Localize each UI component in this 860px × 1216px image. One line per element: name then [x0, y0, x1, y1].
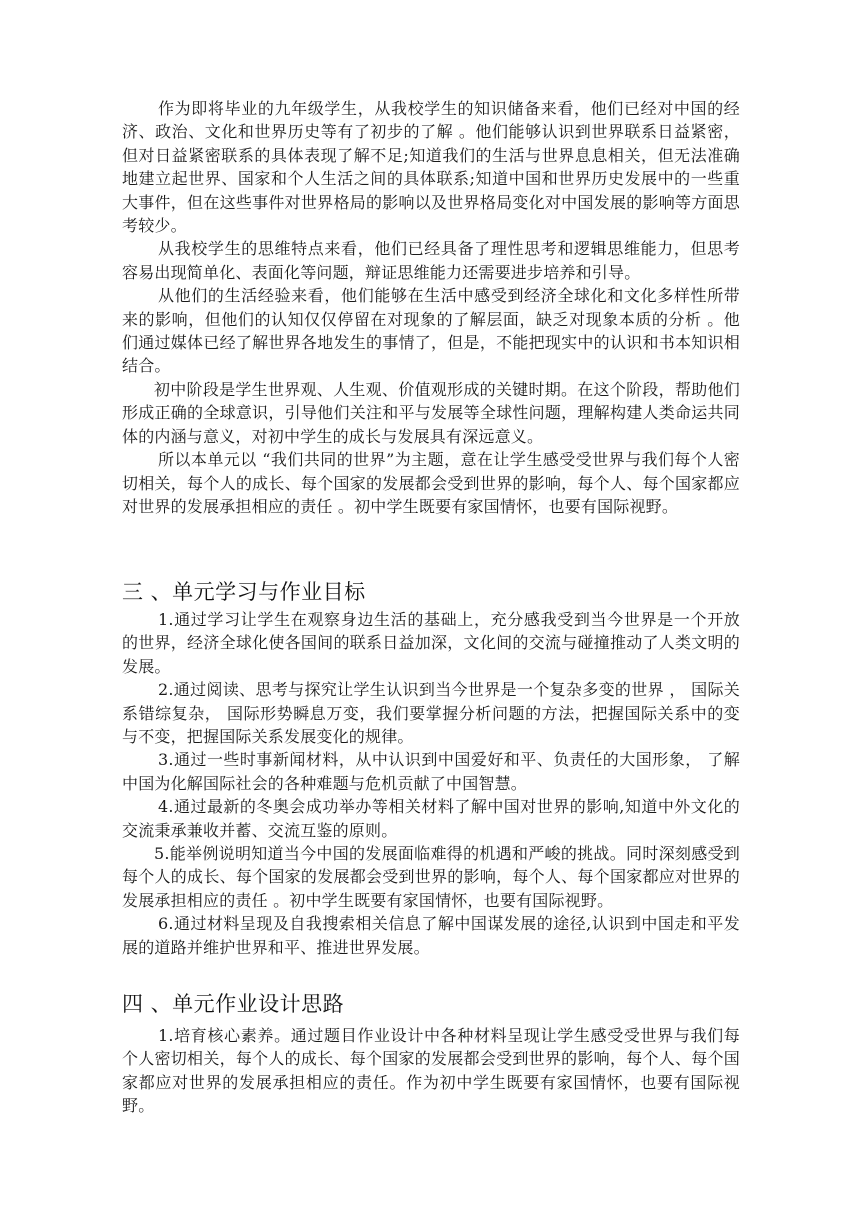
paragraph: 所以本单元以 “我们共同的世界”为主题，意在让学生感受受世界与我们每个人密切相关，每个人的成长、每个国家的发展都会受到世界的影响，每个人、每个国家都应对世界的发展承担相应的责任 。初中学生既要有家国情怀，也要有国际视野。 — [122, 450, 740, 516]
goals-section — [122, 608, 740, 959]
paragraph: 从他们的生活经验来看，他们能够在生活中感受到经济全球化和文化多样性所带来的影响，但他们的认知仅仅停留在对现象的了解层面，缺乏对现象本质的分析 。他们通过媒体已经了解世界各地发生的事情了，但是，不能把现实中的认识和书本知识相结合。 — [122, 286, 740, 376]
design-section — [122, 1024, 740, 1118]
paragraph: 作为即将毕业的九年级学生，从我校学生的知识储备来看，他们已经对中国的经济、政治、文化和世界历史等有了初步的了解 。他们能够认识到世界联系日益紧密，但对日益紧密联系的具体表现了解不足;知道我们的生活与世界息息相关，但无法准确地建立起世界、国家和个人生活之间的具体联系;知道中国和世界历史发展中的一些重大事件，但在这些事件对世界格局的影响以及世界格局变化对中国发展的影响等方面思考较少。 — [122, 99, 740, 236]
list-item: 4.通过最新的冬奥会成功举办等相关材料了解中国对世界的影响,知道中外文化的交流秉承兼收并蓄、交流互鉴的原则。 — [122, 797, 740, 840]
list-item: 1.培育核心素养。通过题目作业设计中各种材料呈现让学生感受受世界与我们每个人密切相关，每个人的成长、每个国家的发展都会受到世界的影响，每个人、每个国家都应对世界的发展承担相应的责任。作为初中学生既要有家国情怀，也要有国际视野。 — [122, 1026, 740, 1116]
list-item: 1.通过学习让学生在观察身边生活的基础上，充分感我受到当今世界是一个开放的世界，经济全球化使各国间的联系日益加深，文化间的交流与碰撞推动了人类文明的发展。 — [122, 610, 740, 676]
section-heading: 四 、单元作业设计思路 — [122, 992, 345, 1016]
paragraph: 从我校学生的思维特点来看，他们已经具备了理性思考和逻辑思维能力，但思考容易出现简单化、表面化等问题，辩证思维能力还需要进步培养和引导。 — [122, 239, 740, 282]
list-item: 3.通过一些时事新闻材料，从中认识到中国爱好和平、负责任的大国形象， 了解中国为化解国际社会的各种难题与危机贡献了中国智慧。 — [122, 750, 740, 793]
list-item: 2.通过阅读、思考与探究让学生认识到当今世界是一个复杂多变的世界 ， 国际关系错综复杂， 国际形势瞬息万变，我们要掌握分析问题的方法，把握国际关系中的变与不变，把握国际关系发展变化的规律。 — [122, 680, 740, 747]
paragraph: 初中阶段是学生世界观、人生观、价值观形成的关键时期。在这个阶段，帮助他们形成正确的全球意识，引导他们关注和平与发展等全球性问题，理解构建人类命运共同体的内涵与意义，对初中学生的成长与发展具有深远意义。 — [122, 379, 740, 446]
list-item: 5.能举例说明知道当今中国的发展面临难得的机遇和严峻的挑战。同时深刻感受到每个人的成长、每个国家的发展都会受到世界的影响，每个人、每个国家都应对世界的发展承担相应的责任 。初中学生既要有家国情怀，也要有国际视野。 — [122, 844, 740, 910]
section-heading: 三 、单元学习与作业目标 — [122, 580, 366, 604]
list-item: 6.通过材料呈现及自我搜索相关信息了解中国谋发展的途径,认识到中国走和平发展的道路并维护世界和平、推进世界发展。 — [122, 914, 740, 957]
intro-section — [122, 97, 740, 518]
